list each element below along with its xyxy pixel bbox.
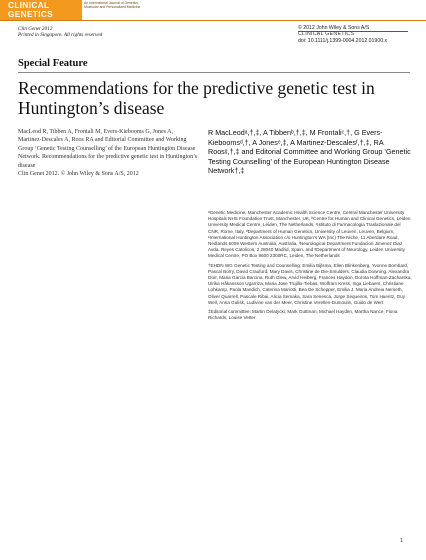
citation-source: Clin Genet 2012. © John Wiley & Sons A/S, 2012 — [18, 171, 139, 178]
copyright-block — [298, 25, 387, 44]
section-rule — [18, 72, 410, 73]
citation-text: MacLeod R, Tibben A, Frontali M, Evers-Kiebooms G, Jones A, Martinez-Descales A, Roos RA and Editorial Committee and Working Group ‘Genetic Testing Counselling’ of the European Huntington Disease Network. Recommendations for the predictive genetic test in Huntington’s disease — [18, 129, 198, 169]
logo-line-2: GENETICS — [8, 10, 54, 19]
working-group-list: †EHDN WG Genetic Testing and Counselling: Emilia Bijlsma, Ellen Blinkenberg, Yvonne Bombard, Pascal Borry, David Craufurd, Mary Davis, Christine de Die-Smulders, Claudia Downing, Alexandra Dürr, Maria Garcia Barcina, Ruth Glew, Arvid Heiberg, Frances Haydon, Dorota Hoffman-Zacharska, Ulrika Håkansson Ugarriza, Maria Jose Trujillo-Tiebas, Wolfram Kress, Inga Liebaers, Christiane Lohkamp, Paola Mandich, Caterina Mariotti, Bea De Schepper, Emilia J. Maria Andreia Nemeth, Oliver Quarrell, Pascale Ribai, Alicia Semaka, Sara Senesca, Jorge Sequeiros, Tom Huentz, Guy Weil, Anna Gulisk, Ludivine van der Meer, Christine Verellen-Dumoulin, Guido de Wert — [208, 262, 412, 305]
article-title: Recommendations for the predictive genetic test in Huntington’s disease — [18, 78, 375, 118]
citation-block — [18, 128, 198, 178]
affiliations-block — [208, 210, 413, 324]
doi[interactable]: doi: 10.1111/j.1399-0004.2012.01900.x — [298, 37, 388, 44]
section-label: Special Feature — [18, 58, 88, 69]
logo-line-1: CLINICAL — [8, 1, 50, 10]
copyright: © 2012 John Wiley & Sons A/S — [298, 25, 370, 31]
journal-logo — [0, 0, 82, 20]
author-list: R MacLeodᵃ,†,‡, A Tibbenᵇ,†,‡, M Frontaliᶜ,†, G Evers-Kieboomsᵈ,†, A Jonesᵉ,‡, A Martinez-Descalesᶠ,†,‡, RA Roosᵍ,†,‡ and Editorial Committee and Working Group ‘Genetic Testing Counselling’ of the European Huntington Disease Network†,‡ — [208, 128, 411, 175]
journal-masthead — [0, 0, 426, 20]
print-note: Printed in Singapore. All rights reserved — [18, 32, 103, 39]
affiliations: ᵃGenetic Medicine, Manchester Academic Health Science Centre, Central Manchester University Hospitals NHS Foundation Trust, Manchester, UK, ᵇCentre for Human and Clinical Genetics, Leiden University Medical Centre, Leiden, The Netherlands, ᶜIstituto di Farmacologia Traslazionale del CNR, Rome, Italy, ᵈDepartment of Human Genetics, University of Leuven, Leuven, Belgium, ᵉInternational Huntington Association c/o Huntington’s WA (Inc) The Niche, 11 Aberdare Road, Nedlands 6009 Western Australia, Australia, ᶠNeurological Department Fundacion Jimenez Diaz Avda. Reyes Catolicos, 2 28040 Madrid, Spain, and ᵍDepartment of Neurology, Leiden University Medical Centre, PO Box 9600 2300RC, Leiden, The Netherlands — [208, 210, 411, 259]
editorial-committee: ‡Editorial committee: Martin Delatycki, Mark Guttman, Michael Hayden, Martha Nance, Fiona Richards, Louise Vetter — [208, 309, 398, 321]
meta-rule — [298, 31, 408, 32]
masthead-rule — [0, 20, 426, 21]
journal-ref: Clin Genet 2012 — [18, 26, 53, 32]
journal-tagline: An International Journal of Genetics, Molecular and Personalized Medicine — [84, 1, 141, 9]
journal-name: CLINICAL GENETICS — [298, 31, 355, 38]
journal-reference — [18, 26, 102, 39]
page-number: 1 — [400, 538, 404, 544]
